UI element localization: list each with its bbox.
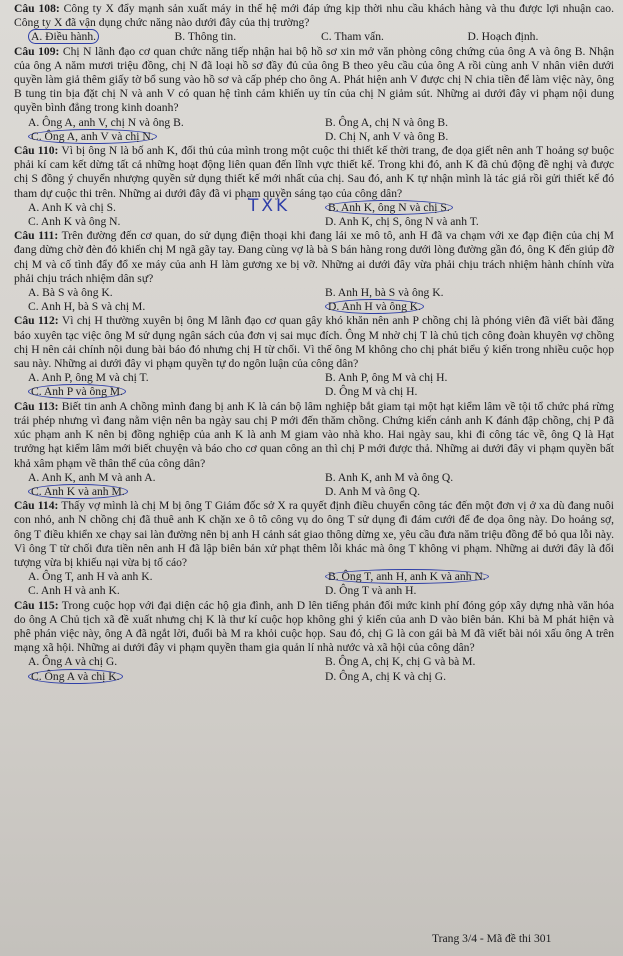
question-109 [14, 45, 614, 116]
question-108 [14, 2, 614, 30]
question-label: Câu 109: [14, 44, 60, 58]
options-111 [28, 286, 614, 314]
question-text: Trong cuộc họp với đại diện các hộ gia đình, anh D lên tiếng phản đối mức kinh phí đóng góp xây dựng nhà văn hóa do ông A Chủ tịch xã đề xuất nhưng chị K là thư kí cuộc họp không ghi ý kiến của anh D vào biên bản. Khi bà M phát hiện và phê phán việc này, ông A đã ngắt lời, đuổi bà M ra khỏi cuộc họp. Sau đó, chị G là con gái bà M đã viết bài nói xấu ông A trên mạng xã hội. Những ai dưới đây vi phạm quyền tham gia quản lí nhà nước và xã hội của công dân? [14, 598, 614, 655]
options-112 [28, 371, 614, 399]
question-113 [14, 400, 614, 471]
option-b[interactable]: B. Anh H, bà S và ông K. [325, 286, 444, 300]
option-b[interactable]: B. Thông tin. [174, 30, 237, 44]
option-d[interactable]: D. Anh M và ông Q. [325, 484, 421, 498]
options-114 [28, 570, 614, 598]
question-label: Câu 108: [14, 2, 60, 15]
options-109 [28, 116, 614, 144]
question-114 [14, 499, 614, 570]
question-label: Câu 111: [14, 229, 59, 243]
option-c[interactable]: C. Ông A và chị K. [28, 670, 317, 684]
option-a[interactable]: A. Ông T, anh H và anh K. [28, 570, 153, 584]
options-115 [28, 655, 614, 683]
question-115 [14, 599, 614, 656]
option-d[interactable]: D. Ông T và anh H. [325, 584, 417, 598]
handwritten-note: TXK [248, 196, 291, 216]
question-111 [14, 229, 614, 286]
option-c[interactable]: C. Ông A, anh V và chị N. [28, 130, 317, 144]
question-text: Trên đường đến cơ quan, do sử dụng điện thoại khi đang lái xe mô tô, anh H đã va chạm với xe đạp điện của chị M đang dừng chờ đèn đỏ khiến chị M ngã gãy tay. Đang cùng vợ là bà S bán hàng rong dưới lòng đường gần đó, ông K đến giúp đỡ chị M và cố tình đẩy đổ xe máy của anh H làm gương xe bị vỡ. Những ai dưới đây vừa phải chịu trách nhiệm hành chính vừa phải chịu trách nhiệm dân sự? [14, 229, 614, 285]
option-b[interactable]: B. Ông A, chị N và ông B. [325, 115, 449, 129]
question-label: Câu 113: [14, 399, 59, 413]
exam-content [14, 2, 614, 684]
option-a[interactable]: A. Điều hành. [28, 30, 175, 44]
options-108 [28, 30, 614, 44]
option-a[interactable]: A. Bà S và ông K. [28, 286, 113, 300]
question-text: Vì chị H thường xuyên bị ông M lãnh đạo cơ quan gây khó khăn nên anh P chồng chị là phóng viên đã viết bài đăng báo xuyên tạc việc ông M sử dụng ngân sách của đơn vị sai mục đích. Ông M nhờ chị T là chủ tịch công đoàn khuyên vợ chồng chị H nên cải chính nội dung bài báo đó nhưng chị H từ chối. Vì thế ông M không cho chị phát biểu ý kiến trong nhiều cuộc họp sau này. Những ai dưới đây vi phạm quyền tự do ngôn luận của công dân? [14, 314, 614, 371]
question-text: Chị N lãnh đạo cơ quan chức năng tiếp nhận hai bộ hồ sơ xin mở văn phòng công chứng của ông A và ông B. Nhận của ông A năm mươi triệu đồng, chị N đã loại hồ sơ đầy đủ của ông B theo yêu cầu của ông A rồi cùng anh V nhân viên dưới quyền làm giả thêm giấy tờ bổ sung vào hồ sơ và cấp phép cho ông A. Phát hiện anh V được chị N chia tiền để làm việc này, ông B tung tin bịa đặt chị N và anh V có quan hệ tình cảm khiến uy tín của chị N giảm sút. Những ai dưới đây vi phạm nội dung quyền bình đẳng trong kinh doanh? [14, 44, 614, 115]
option-c[interactable]: C. Anh K và anh M. [28, 485, 317, 499]
option-c[interactable]: C. Anh K và ông N. [28, 215, 121, 229]
page-footer: Trang 3/4 - Mã đề thi 301 [432, 932, 552, 945]
option-d[interactable]: D. Anh K, chị S, ông N và anh T. [325, 215, 479, 229]
option-b[interactable]: B. Anh P, ông M và chị H. [325, 371, 448, 385]
options-110 [28, 201, 614, 229]
option-b[interactable]: B. Anh K, anh M và ông Q. [325, 470, 454, 484]
question-text: Biết tin anh A chồng mình đang bị anh K là cán bộ lâm nghiệp bắt giam tại một hạt kiểm lâm về tội tổ chức phá rừng trái phép nhưng vì đang nằm viện nên ba ngày sau chị P mới đến thăm chồng. Chứng kiến cảnh anh K đánh đập chồng, chị P đã xúc phạm anh K nên bị đồng nghiệp của anh K là anh M giam vào nhà kho. Hai ngày sau, khi đi công tác về, ông Q là Hạt trưởng hạt kiểm lâm mới biết chuyện và báo cho cơ quan công an thì chị P mới được thả. Những ai dưới đây vi phạm quyền bất khả xâm phạm về thân thể của công dân? [14, 399, 614, 470]
question-text: Vì bị ông N là bố anh K, đối thủ của mình trong một cuộc thi thiết kế thời trang, đe dọa giết nên anh T hoảng sợ buộc phải kí cam kết dừng tất cả những hoạt động liên quan đến lĩnh vực thiết kế. Trong khi đó, anh K đã chủ động đề nghị và được chị S đồng ý chuyển nhượng quyền sử dụng thiết kế mới nhất của chị. Sau đó, anh K tự nhận mình là tác giả rồi gửi thiết kế đó tham dự cuộc thi trên. Những ai dưới đây đã vi phạm quyền sáng tạo của công dân? [14, 144, 614, 200]
option-c[interactable]: C. Anh H và anh K. [28, 584, 120, 598]
question-110 [14, 144, 614, 201]
option-d[interactable]: D. Anh H và ông K. [325, 300, 614, 314]
options-113 [28, 471, 614, 499]
option-c[interactable]: C. Anh P và ông M. [28, 385, 317, 399]
question-112 [14, 314, 614, 371]
question-label: Câu 115: [14, 598, 59, 612]
option-d[interactable]: D. Ông M và chị H. [325, 385, 418, 399]
option-b[interactable]: B. Anh K, ông N và chị S. [325, 201, 614, 215]
option-a[interactable]: A. Anh K, anh M và anh A. [28, 470, 156, 484]
option-c[interactable]: C. Anh H, bà S và chị M. [28, 300, 146, 314]
option-b[interactable]: B. Ông T, anh H, anh K và anh N. [325, 570, 614, 584]
question-label: Câu 112: [14, 314, 59, 328]
option-c[interactable]: C. Tham vấn. [321, 30, 384, 44]
option-a[interactable]: A. Anh P, ông M và chị T. [28, 371, 149, 385]
question-text: Công ty X đẩy mạnh sản xuất máy in thế hệ mới đáp ứng kịp thời nhu cầu khách hàng và thu được lợi nhuận cao. Công ty X đã vận dụng chức năng nào dưới đây của thị trường? [14, 2, 614, 30]
option-b[interactable]: B. Ông A, chị K, chị G và bà M. [325, 655, 476, 669]
option-a[interactable]: A. Ông A và chị G. [28, 655, 118, 669]
question-label: Câu 110: [14, 144, 59, 158]
question-text: Thấy vợ mình là chị M bị ông T Giám đốc sở X ra quyết định điều chuyển công tác đến một đơn vị ở xa dù đang nuôi con nhỏ, anh N chồng chị đã thuê anh K chặn xe ô tô công vụ do ông T sử dụng đi đám cưới để đe dọa ông này. Do hoảng sợ, ông T điều khiển xe chạy sai làn đường nên bị anh H cảnh sát giao thông dừng xe, yêu cầu đưa năm triệu đồng để bỏ qua lỗi này. Vì ông T từ chối đưa tiền nên anh H đã lập biên bản xử phạt thêm lỗi khác mà ông T không vi phạm. Những ai dưới đây là đối tượng vừa bị khiếu nại vừa bị tố cáo? [14, 499, 614, 569]
option-a[interactable]: A. Ông A, anh V, chị N và ông B. [28, 115, 184, 129]
question-label: Câu 114: [14, 499, 59, 513]
option-d[interactable]: D. Hoạch định. [467, 30, 539, 44]
option-d[interactable]: D. Chị N, anh V và ông B. [325, 129, 449, 143]
option-a[interactable]: A. Anh K và chị S. [28, 200, 116, 214]
option-d[interactable]: D. Ông A, chị K và chị G. [325, 669, 447, 683]
